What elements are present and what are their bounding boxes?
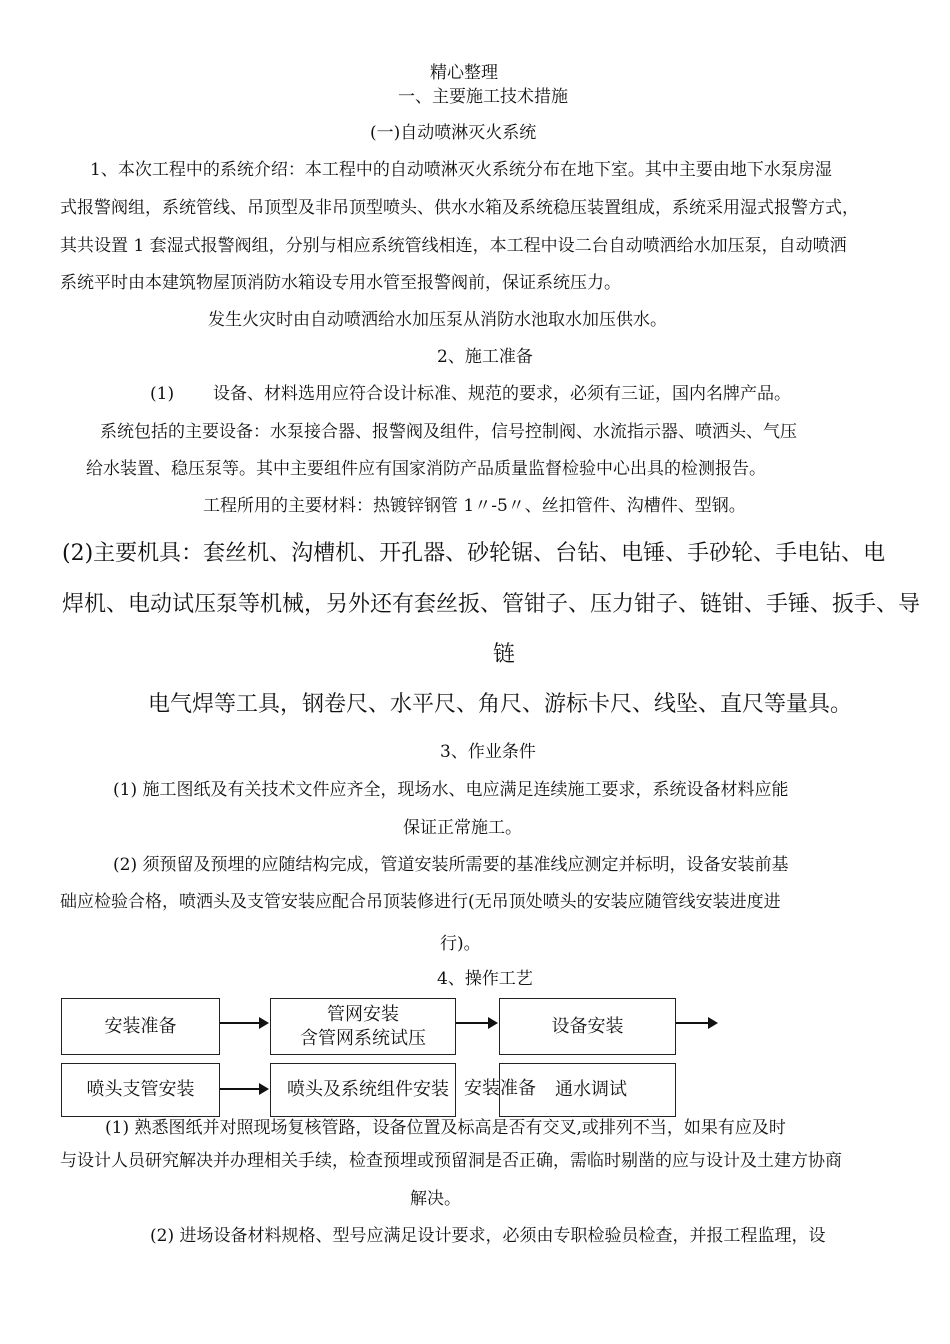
paragraph-line: (1) 熟悉图纸并对照现场复核管路，设备位置及标高是否有交叉,或排列不当，如果有应及时 (105, 1118, 786, 1138)
flow-box-label: 设备安装 (551, 1015, 624, 1037)
item-number: (1) (150, 384, 175, 404)
paragraph-line: 解决。 (410, 1189, 461, 1209)
paragraph-line: (1) 施工图纸及有关技术文件应齐全，现场水、电应满足连续施工要求，系统设备材料应能 (113, 780, 789, 800)
flow-arrow (220, 1022, 267, 1024)
header-note: 精心整理 (430, 63, 498, 83)
paragraph-line: 发生火灾时由自动喷洒给水加压泵从消防水池取水加压供水。 (208, 310, 667, 330)
flow-box-label: 通水调试 (555, 1079, 627, 1100)
flow-box-label: 安装准备 (104, 1015, 177, 1037)
paragraph-line: 系统平时由本建筑物屋顶消防水箱设专用水管至报警阀前，保证系统压力。 (60, 273, 621, 293)
section-heading: 2、施工准备 (437, 347, 533, 367)
paragraph-line-large: 链 (493, 642, 516, 667)
paragraph-line-large: 电气焊等工具，钢卷尺、水平尺、角尺、游标卡尺、线坠、直尺等量具。 (148, 692, 853, 717)
paragraph-line: 给水装置、稳压泵等。其中主要组件应有国家消防产品质量监督检验中心出具的检测报告。 (86, 459, 766, 479)
flow-box-label: 管网安装 (327, 1003, 399, 1025)
section-heading: 4、操作工艺 (437, 969, 533, 989)
flow-arrow (220, 1088, 267, 1090)
paragraph-line: 系统包括的主要设备：水泵接合器、报警阀及组件，信号控制阀、水流指示器、喷洒头、气压 (100, 422, 797, 442)
flow-box-label: 喷头及系统组件安装 (287, 1079, 449, 1100)
flow-box-label: 含管网系统试压 (300, 1027, 426, 1049)
flow-box-water-test (499, 1063, 676, 1117)
paragraph-line: (2) 须预留及预埋的应随结构完成，管道安装所需要的基准线应测定并标明，设备安装前基 (113, 855, 789, 875)
flow-box-install-prep (61, 998, 220, 1055)
paragraph-line: 行)。 (440, 934, 481, 954)
flow-box-sprinkler-components (270, 1063, 456, 1117)
section-heading: 3、作业条件 (440, 742, 536, 762)
paragraph-line: 设备、材料选用应符合设计标准、规范的要求，必须有三证，国内名牌产品。 (213, 384, 791, 404)
paragraph-line: 础应检验合格，喷洒头及支管安装应配合吊顶装修进行(无吊顶处喷头的安装应随管线安装进度进 (60, 892, 781, 912)
section-heading: (一)自动喷淋灭火系统 (370, 123, 537, 143)
paragraph-line-large: 焊机、电动试压泵等机械，另外还有套丝扳、管钳子、压力钳子、链钳、手锤、扳手、导 (62, 592, 921, 617)
paragraph-line: 其共设置 1 套湿式报警阀组，分别与相应系统管线相连，本工程中设二台自动喷洒给水加压泵，自动喷洒 (60, 236, 847, 256)
paragraph-line: 工程所用的主要材料：热镀锌钢管 1〃-5〃、丝扣管件、沟槽件、型钢。 (203, 496, 746, 516)
paragraph-line: 式报警阀组，系统管线、吊顶型及非吊顶型喷头、供水水箱及系统稳压装置组成，系统采用湿式报警方式， (60, 198, 859, 218)
flow-box-sprinkler-branch (61, 1063, 220, 1117)
paragraph-line: 与设计人员研究解决并办理相关手续，检查预埋或预留洞是否正确，需临时剔凿的应与设计及土建方协商 (60, 1151, 842, 1171)
flow-arrow (456, 1022, 496, 1024)
paragraph-line: 1、本次工程中的系统介绍：本工程中的自动喷淋灭火系统分布在地下室。其中主要由地下水泵房湿 (90, 160, 832, 180)
flow-box-label: 喷头支管安装 (86, 1079, 195, 1100)
flow-arrow (676, 1022, 716, 1024)
paragraph-line: (2) 进场设备材料规格、型号应满足设计要求，必须由专职检验员检查，并报工程监理，设 (150, 1226, 826, 1246)
paragraph-line: 保证正常施工。 (403, 818, 522, 838)
flow-box-equipment-install (499, 998, 676, 1055)
paragraph-line-large: (2)主要机具：套丝机、沟槽机、开孔器、砂轮锯、台钻、电锤、手砂轮、手电钻、电 (62, 541, 886, 566)
flow-box-pipe-install (270, 998, 456, 1055)
page-title: 一、主要施工技术措施 (398, 87, 568, 107)
flow-overlap-label: 安装准备 (464, 1078, 536, 1099)
